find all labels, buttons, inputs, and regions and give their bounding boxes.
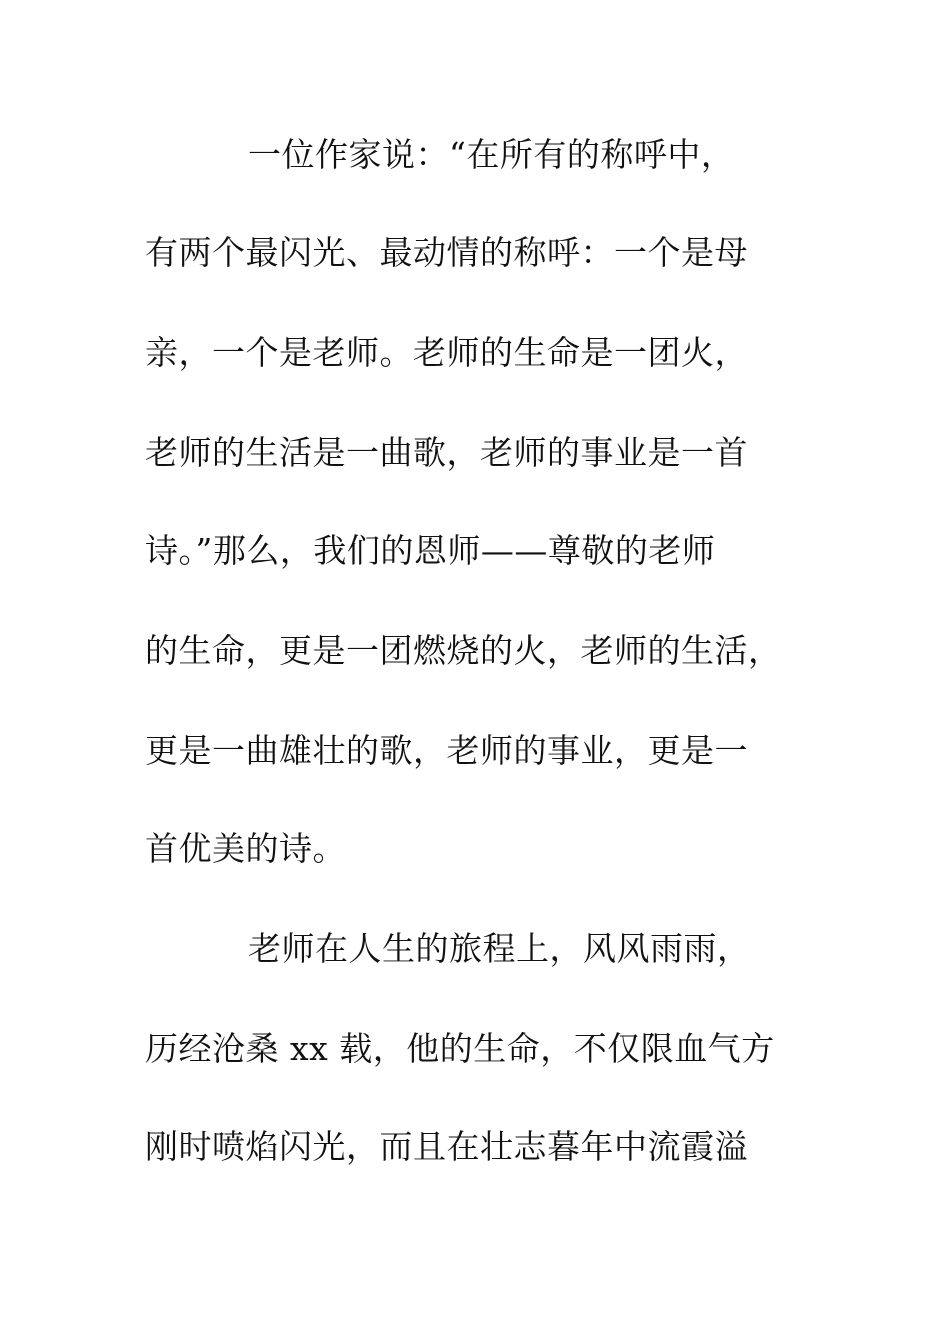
paragraph-1-line-3: 亲，一个是老师。老师的生命是一团火， (145, 333, 748, 372)
paragraph-2-line-2: 历经沧桑 xx 载，他的生命，不仅限血气方 (145, 1029, 775, 1068)
paragraph-1-line-8: 首优美的诗。 (145, 829, 346, 868)
paragraph-1-line-2: 有两个最闪光、最动情的称呼：一个是母 (145, 233, 748, 272)
paragraph-1-line-5: 诗。”那么，我们的恩师——尊敬的老师 (145, 531, 716, 570)
paragraph-1-line-1: 一位作家说：“在所有的称呼中， (248, 135, 735, 174)
paragraph-2-line-1: 老师在人生的旅程上，风风雨雨， (248, 929, 751, 968)
paragraph-1-line-6: 的生命，更是一团燃烧的火，老师的生活， (145, 631, 782, 670)
paragraph-1-line-7: 更是一曲雄壮的歌，老师的事业，更是一 (145, 731, 748, 770)
paragraph-1-line-4: 老师的生活是一曲歌，老师的事业是一首 (145, 433, 748, 472)
paragraph-2-line-3: 刚时喷焰闪光，而且在壮志暮年中流霞溢 (145, 1127, 748, 1166)
